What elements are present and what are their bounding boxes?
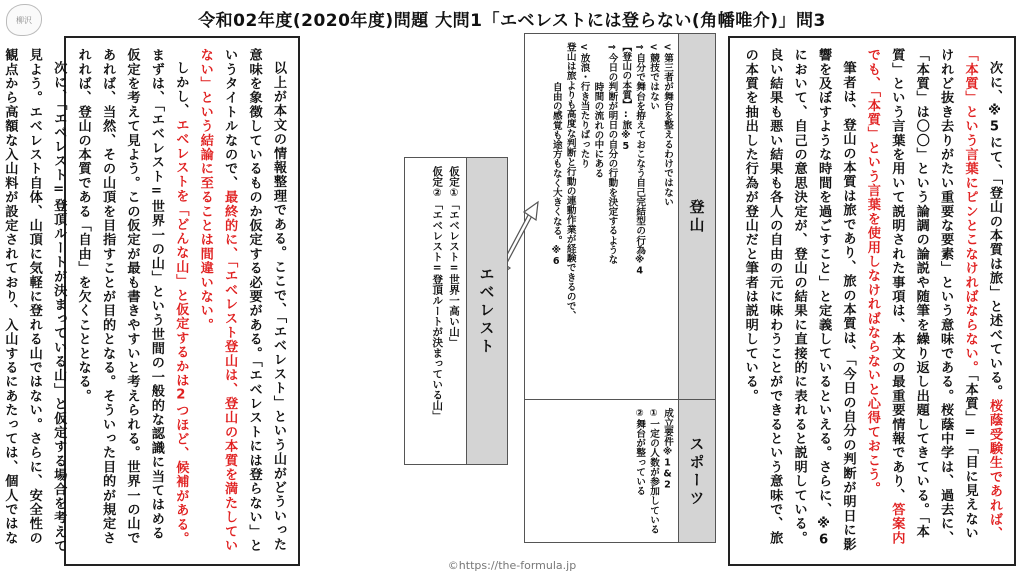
sports-line: ②舞台が整っている	[634, 408, 646, 496]
tozan-line: 自由の感覚も途方もなく大きくなる。※6	[550, 82, 562, 268]
everest-body	[405, 158, 468, 464]
tozan-line: 時間の流れの中にある	[592, 82, 604, 178]
left-paragraph-1	[192, 48, 290, 554]
right-p1-highlight-d: 答案内でも、「本質」という言葉を使用しなければならないと心得ておこう。	[864, 48, 905, 546]
right-p1-highlight-b: 桜蔭受験生であれば、「本質」という言葉にピンとこなければならない。	[962, 48, 1002, 541]
right-paragraph-2: 筆者は、登山の本質は旅であり、旅の本質は、「今日の自分の判断が明日に影響を及ぼすような時間を過ごすこと」と定義しているといえる。さらに、※6において、自己の意思決定が、登山の結果に直接的に表れると説明している。良い結果も悪い結果も各人の自由の元に味わうことができるという意味で、旅の本質を抽出した行為が登山だと筆者は説明している。	[742, 48, 856, 552]
left-p2-text-c: まずは、「エベレスト=世界一の山」という世間の一般的な認識に当てはめる仮定を考えて見よう。この仮定が最も書きやすいと考えられる。世界一の山であれば、当然、その山頂を目指すことが目的となる。そういった目的が規定されれば、登山の本質である「自由」を欠くこととなる。	[75, 48, 164, 545]
tozan-line: ⇒自分で舞台を拵えておこなう自己完結型の行為※4	[634, 42, 646, 277]
right-paragraph-1	[859, 48, 1006, 554]
tozan-sports-box	[524, 33, 716, 543]
left-p1-text-a: 以上が本文の情報整理である。ここで、「エベレスト」という山がどういった意味を象徴しているものか仮定する必要がある。「エベレストには登らない」というタイトルなので、	[222, 48, 286, 553]
tozan-line: 【登山の本質】:旅※5	[620, 42, 632, 152]
everest-header: エベレスト	[466, 158, 507, 464]
left-p1-highlight-b: 最終的に、「エベレスト登山は、登山の本質を満たしていない」という結論に至ることは間違いない。	[197, 48, 238, 553]
tozan-line: 登山は旅よりも高度な判断と行動の連動作業が経験できるので、	[564, 42, 576, 321]
header-divider	[679, 399, 715, 400]
everest-box	[404, 157, 508, 465]
tozan-line: <競技ではない	[648, 42, 660, 111]
left-paragraph-3: 次に、「エベレスト=登頂ルートが決まっている山」と仮定する場合を考えて見よう。エベレスト自体、山頂に気軽に登れる山ではない。さらに、安全性の観点から高額な入山料が設定されており、入山するにあたっては、個人ではな	[2, 48, 67, 554]
explanation-panel-right	[728, 36, 1016, 566]
left-p2-text-a: しかし、	[173, 61, 189, 118]
sports-body	[525, 400, 680, 544]
page-title: 令和02年度(2020年度)問題 大問1「エベレストには登らない(角幡唯介)」問3	[198, 11, 826, 31]
logo-text: 柳沢	[16, 15, 32, 25]
right-p1-text-c: 「本質」=「目に見えないけれど抜き去りがたい重要な要素」という意味である。桜蔭中学は、過去に、「本質」は〇〇」という論調の論説や随筆を繰り返し出題してきている。「本質」という言葉を用いて説明された事項は、本文の最重要情報であり、	[889, 48, 978, 545]
tozan-line: <放浪・行き当たりばったり	[578, 42, 590, 169]
sports-line: ①一定の人数が参加している	[648, 408, 660, 535]
left-p2-highlight-b: エベレストを「どんな山」と仮定するかは2つほど、候補がある。	[173, 118, 189, 546]
sports-line: 成立要件※1&2	[662, 408, 673, 491]
tozan-line: <第三者が舞台を整えるわけではない	[662, 42, 673, 207]
tozan-line: ⇒今日の判断が明日の自分の行動を決定するような	[606, 42, 618, 265]
explanation-panel-left	[2, 36, 300, 566]
tozan-header: 登山	[687, 198, 706, 235]
copyright-footer: ©https://the-formula.jp	[447, 559, 577, 572]
right-p1-text-a: 次に、※5にて、「登山の本質は旅」と述べている。	[987, 61, 1002, 399]
tozan-body	[525, 34, 680, 399]
left-paragraph-2	[70, 48, 192, 554]
sports-header: スポーツ	[687, 435, 706, 508]
hypothesis-2: 仮定②「エベレスト=登頂ルートが決まっている山」	[431, 166, 444, 421]
hypothesis-1: 仮定①「エベレスト=世界一高い山」	[448, 166, 460, 348]
